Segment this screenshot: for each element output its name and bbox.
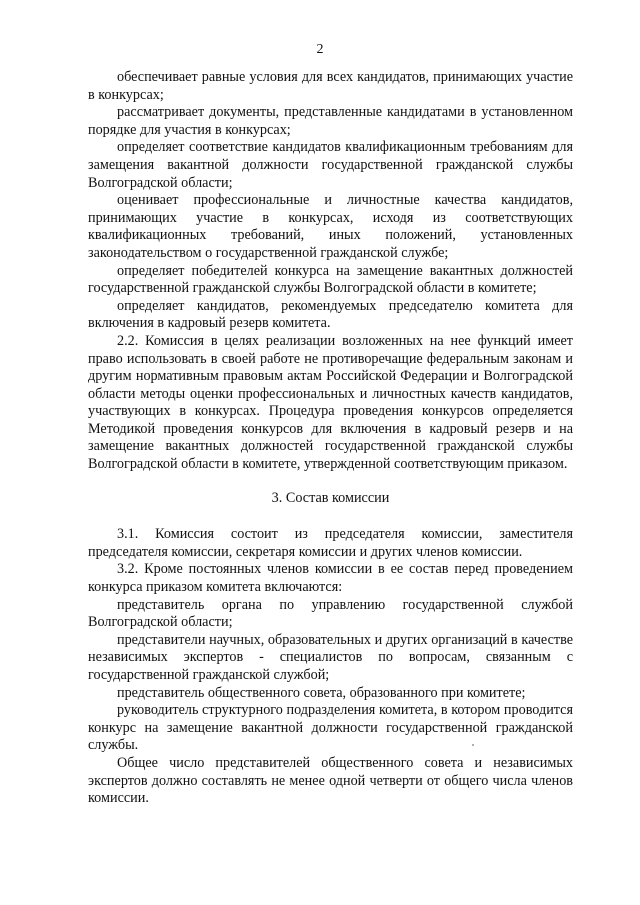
paragraph: обеспечивает равные условия для всех кандидатов, принимающих участие в конкурсах; (88, 69, 573, 103)
paragraph: определяет соответствие кандидатов квалификационным требованиям для замещения вакантной должности государственной гражданской службы Волгоградской области; (88, 139, 573, 191)
paragraph: определяет кандидатов, рекомендуемых председателю комитета для включения в кадровый резерв комитета. (88, 297, 573, 332)
paragraph: представители научных, образовательных и других организаций в качестве независимых экспертов - специалистов по вопросам, связанным с государственной гражданской службой; (88, 631, 573, 683)
paragraph: представитель органа по управлению государственной службой Волгоградской области; (88, 596, 573, 631)
section-heading: 3. Состав комиссии (271, 489, 390, 506)
paragraph: представитель общественного совета, образованного при комитете; (117, 684, 526, 701)
page-number: 2 (316, 42, 324, 57)
paragraph: рассматривает документы, представленные кандидатами в установленном порядке для участия в конкурсах; (88, 104, 573, 138)
paragraph: 3.2. Кроме постоянных членов комиссии в ее состав перед проведением конкурса приказом комитета включаются: (88, 561, 573, 596)
paragraph: Общее число представителей общественного совета и независимых экспертов должно составлять не менее одной четверти от общего числа членов комиссии. (88, 754, 573, 807)
paragraph: 3.1. Комиссия состоит из председателя комиссии, заместителя председателя комиссии, секретаря комиссии и других членов комиссии. (88, 526, 573, 560)
document-body (88, 69, 573, 808)
paragraph: руководитель структурного подразделения комитета, в котором проводится конкурс на замещение вакантной должности государственной гражданской службы. (88, 702, 573, 754)
paragraph: оценивает профессиональные и личностные качества кандидатов, принимающих участие в конкурсах, исходя из соответствующих квалификационных требований, иных положений, установленных законодательством о государственной гражданской службе; (88, 192, 573, 261)
paragraph: определяет победителей конкурса на замещение вакантных должностей государственной гражданской службы Волгоградской области в комитете; (88, 262, 573, 297)
scan-speck (472, 744, 474, 746)
paragraph: 2.2. Комиссия в целях реализации возложенных на нее функций имеет право использовать в своей работе не противоречащие федеральным законам и другим нормативным правовым актам Российской Федерации и Волгоградской области методы оценки профессиональных и личностных качеств кандидатов, участвующих в конкурсах. Процедура проведения конкурсов определяется Методикой проведения конкурсов для включения в кадровый резерв и на замещение вакантных должностей государственной гражданской службы Волгоградской области в комитете, утвержденной соответствующим приказом. (88, 332, 573, 473)
